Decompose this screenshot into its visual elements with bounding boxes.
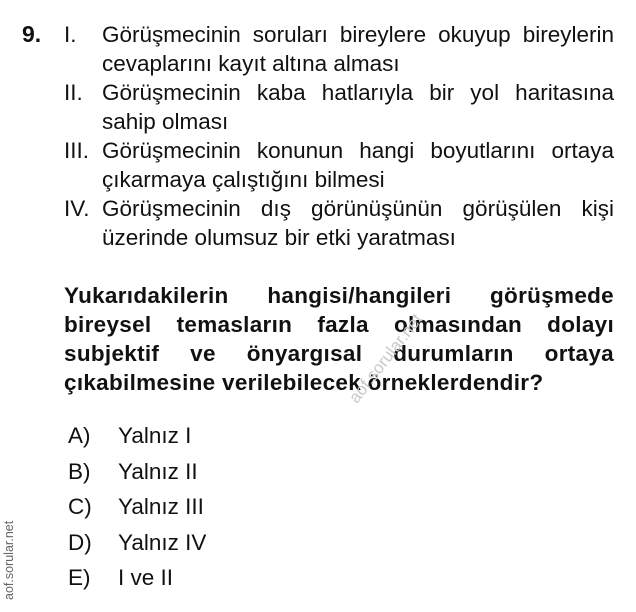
option-letter: B) xyxy=(68,458,91,484)
option-text: Yalnız III xyxy=(118,494,204,519)
option-text: Yalnız II xyxy=(118,458,198,484)
statement-text: Görüşmecinin dış görünüşünün görüşülen kişi üzerinde olumsuz bir etki yaratması xyxy=(102,196,614,250)
option-c[interactable] xyxy=(68,489,206,525)
option-letter: A) xyxy=(68,423,91,448)
option-letter: C) xyxy=(68,494,92,519)
option-letter: E) xyxy=(68,565,91,590)
option-b[interactable] xyxy=(68,454,206,490)
option-text: Yalnız I xyxy=(118,423,192,448)
answer-options xyxy=(68,418,206,596)
statement-text: Görüşmecinin kaba hatlarıyla bir yol haritasına sahip olması xyxy=(102,80,614,134)
statement-numeral: I. xyxy=(64,22,77,47)
option-text: Yalnız IV xyxy=(118,529,207,555)
statement-numeral: III. xyxy=(64,138,90,163)
watermark-side: aof.sorular.net xyxy=(2,520,16,600)
watermark-diagonal: aof.sorular.net xyxy=(345,310,427,407)
statement-numeral: IV. xyxy=(64,196,90,221)
statement-numeral: II. xyxy=(64,80,83,105)
question-number: 9. xyxy=(22,21,42,47)
option-text: I ve II xyxy=(118,565,174,590)
option-a[interactable] xyxy=(68,418,206,454)
question-prompt: Yukarıdakilerin hangisi/hangileri görüşmede bireysel temasların fazla olmasından dolayı subjektif ve önyargısal durumların ortaya çıkabilmesine verilebilecek örneklerdendir? xyxy=(64,283,614,395)
option-d[interactable] xyxy=(68,525,206,561)
statement-text: Görüşmecinin soruları bireylere okuyup bireylerin cevaplarını kayıt altına alması xyxy=(102,22,614,76)
statement-text: Görüşmecinin konunun hangi boyutlarını ortaya çıkarmaya çalıştığını bilmesi xyxy=(102,138,614,192)
option-letter: D) xyxy=(68,529,92,555)
option-e[interactable] xyxy=(68,560,206,596)
